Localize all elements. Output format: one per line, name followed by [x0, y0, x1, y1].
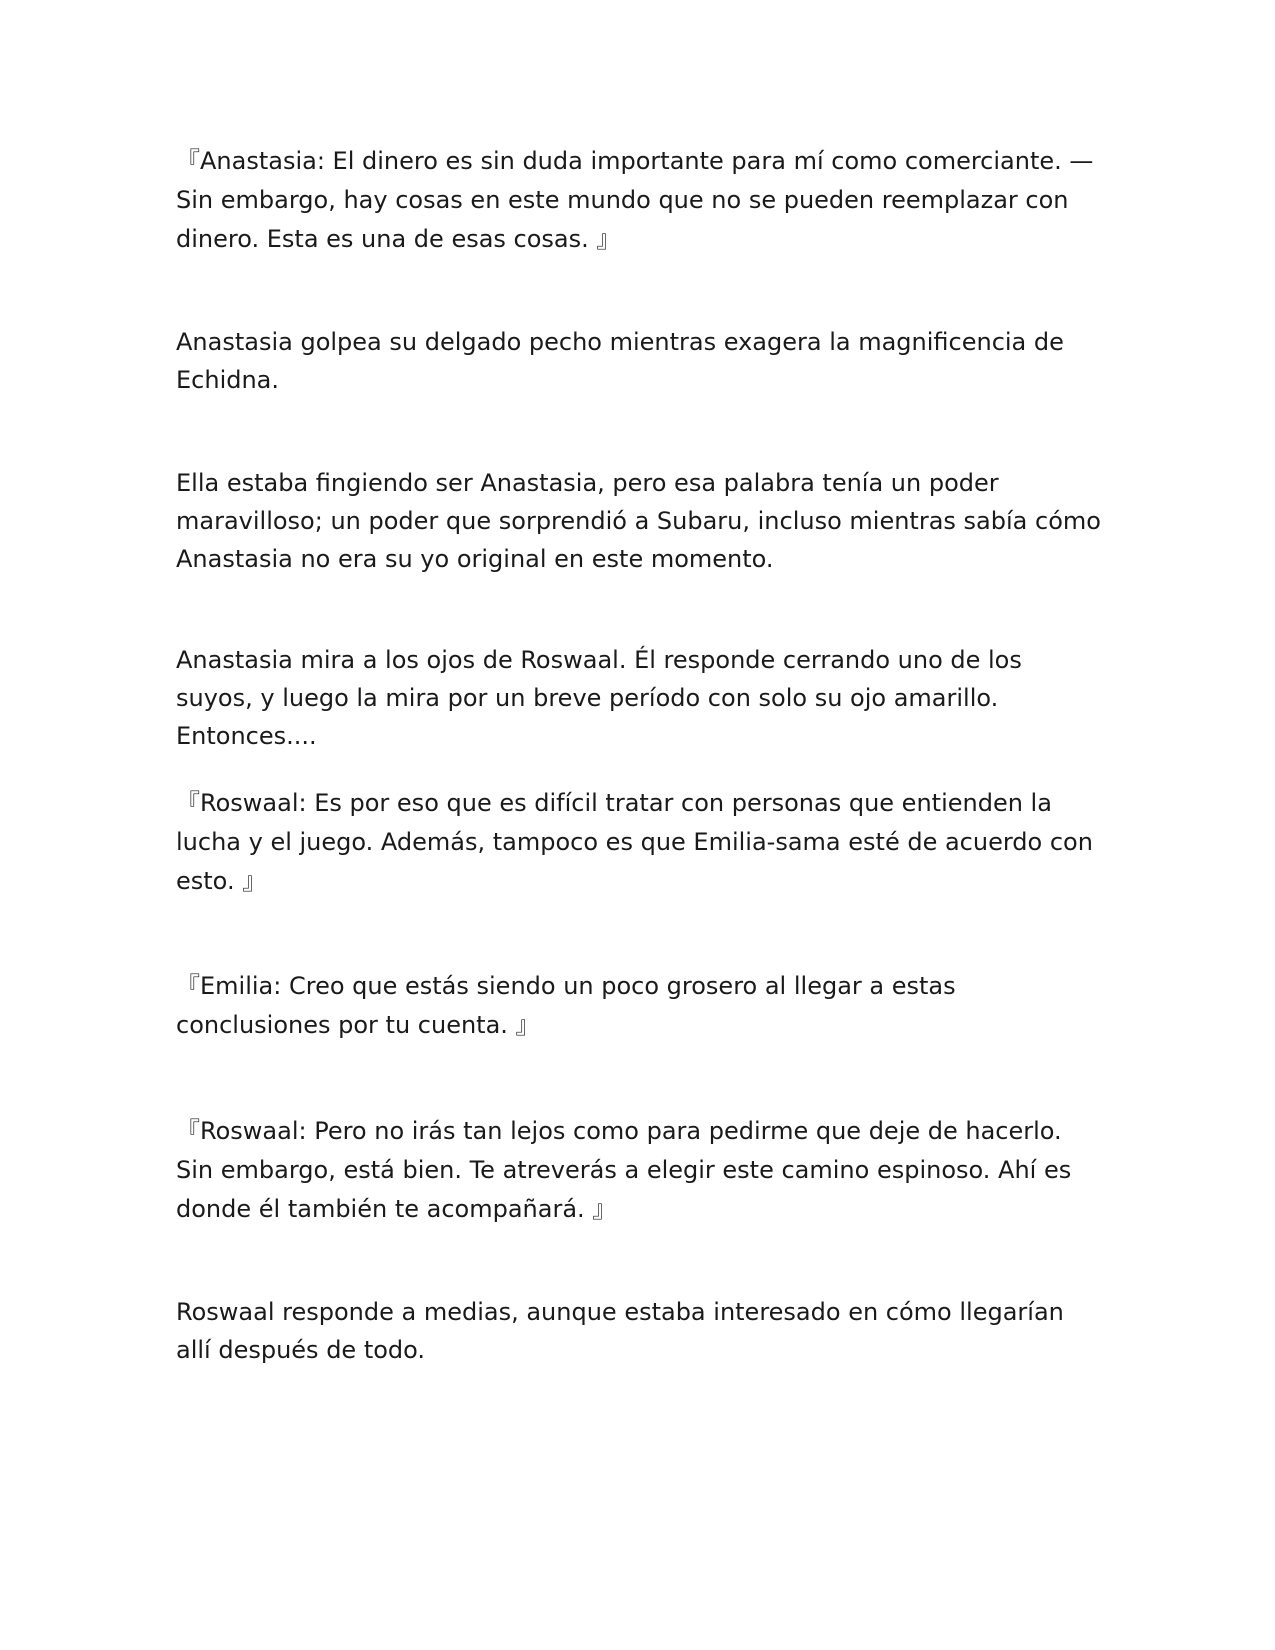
paragraph-narration-3: Anastasia mira a los ojos de Roswaal. Él responde cerrando uno de los suyos, y luego la mira por un breve período con solo su ojo amarillo. Entonces.... [176, 646, 1022, 750]
paragraph-roswaal-dialogue-2: 『Roswaal: Pero no irás tan lejos como para pedirme que deje de hacerlo. Sin embargo, está bien. Te atreverás a elegir este camino espinoso. Ahí es donde él también te acompañará. 』 [176, 1117, 1072, 1223]
paragraph-narration-1: Anastasia golpea su delgado pecho mientras exagera la magnificencia de Echidna. [176, 328, 1064, 394]
paragraph-narration-2: Ella estaba fingiendo ser Anastasia, pero esa palabra tenía un poder maravilloso; un poder que sorprendió a Subaru, incluso mientras sabía cómo Anastasia no era su yo original en este momento. [176, 469, 1101, 573]
paragraph-emilia-dialogue: 『Emilia: Creo que estás siendo un poco grosero al llegar a estas conclusiones por tu cuenta. 』 [176, 972, 956, 1039]
paragraph-roswaal-dialogue-1: 『Roswaal: Es por eso que es difícil tratar con personas que entienden la lucha y el juego. Además, tampoco es que Emilia-sama esté de acuerdo con esto. 』 [176, 789, 1093, 895]
paragraph-anastasia-dialogue: 『Anastasia: El dinero es sin duda importante para mí como comerciante. — Sin embargo, hay cosas en este mundo que no se pueden reemplazar con dinero. Esta es una de esas cosas. 』 [176, 147, 1094, 253]
paragraph-narration-4: Roswaal responde a medias, aunque estaba interesado en cómo llegarían allí después de todo. [176, 1298, 1064, 1364]
